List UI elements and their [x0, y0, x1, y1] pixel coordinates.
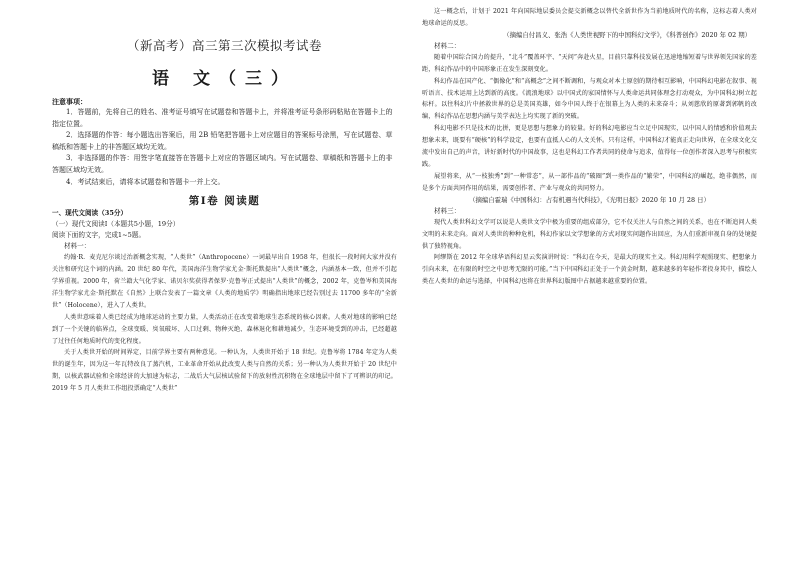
section-heading: 一、现代文阅读（35分） [52, 209, 128, 218]
section-subheading: （一）现代文阅读Ⅰ（本题共5小题，19分） [52, 220, 180, 229]
right-column [422, 0, 757, 288]
source-citation: （摘编自付昌义、张浩《人类世视野下的中国科幻文学》，《科普创作》2020 年 02 期） [503, 30, 751, 39]
reading-instruction: 阅读下面的文字，完成1~5题。 [52, 231, 146, 240]
left-column [52, 0, 397, 395]
article-paragraph: 人类世意味着人类已经成为地球运动的主要力量，人类活动正在改变着地球生态系统的核心因素。人类对地球的影响已经到了一个关键的临界点，全球变暖、臭氧破坏、人口过剩、物种灭绝、森林退化和耕地减少，生态环境受到的冲击，已经超越了过往任何地质时代的变化程度。 [52, 313, 397, 345]
material-label: 材料二： [434, 41, 461, 50]
article-paragraph: 现代人类世科幻文学可以说是人类世文学中极为重要的组成部分，它不仅关注人与自然之间的关系，也在不断追问人类文明的未来走向。面对人类世的种种危机，科幻作家以文学想象的方式对现实问题作出回应，为人们重新审视自身的处境提供了独特视角。 [422, 218, 757, 250]
exam-title: （新高考）高三第三次模拟考试卷 [126, 38, 322, 53]
notice-heading: 注意事项： [52, 97, 87, 106]
article-paragraph: 关于人类世开始的时间界定，目前学界主要有两种意见。一种认为，人类世开始于 18 世纪。克鲁岑将 1784 年定为人类世的诞生年，因为这一年瓦特改良了蒸汽机，工业革命开始从此改变人类与自然的关系；另一种认为人类世开始于 20 世纪中期，以核武器试验和全球经济的大加速为标志，二战后大气层核试验留下的放射性沉积物在全球地层中留下了可辨识的印记。2019 年 5 月人类世工作组投票确定“人类世” [52, 349, 397, 393]
article-paragraph: 约翰·R．麦克尼尔谈过治新概念实现，“人类世”（Anthropocene）一词最早出自 1958 年，但很长一段时间大家并没有关注和研究这个词的内涵。20 世纪 80 年代，美国海洋生物学家尤金·斯托默提出“人类世”概念，内涵基本一致，但并不引起学界重视。2000 年，荷兰籍大气化学家、诺贝尔奖获得者保罗·克鲁岑正式提出“人类世”的概念，2002 年，克鲁岑和美国海洋生物学家尤金·斯托默在《自然》上联合发表了一篇文章《人类的地质学》明确指出地球已经告别过去 11700 多年的“全新世”（Holocene），进入了人类世。 [52, 254, 397, 309]
article-paragraph: 随着中国综合国力的提升，“北斗”覆盖环宇、“天问”奔赴火星，目前只靠科技发展在迅速地缩短着与世界领先国家的差距，科幻作品中的中国形象正在发生深刻变化。 [422, 53, 757, 73]
article-paragraph: 科幻电影不只是技术的比拼，更是思想与想象力的较量。好的科幻电影应当立足中国现实，以中国人的情感和价值观去想象未来，既要有“硬核”的科学设定，也要有直抵人心的人文关怀。只有这样，中国科幻才能真正走向世界，在全球文化交流中发出自己的声音，讲好新时代的中国故事，这也是科幻工作者共同的使命与追求，值得每一位创作者深入思考与积极实践。 [422, 125, 757, 168]
article-paragraph: 这一概念后，计划于 2021 年向国际地层委员会提交新概念以替代全新世作为当前地质时代的名称，这标志着人类对地球命运的反思。 [422, 8, 757, 27]
article-paragraph: 阿缪斯在 2012 年全球华语科幻星云奖演讲时说：“科幻在今天，是最大的现实主义。科幻用科学观照现实、把想象力引向未来，在有限的时空之中思考无限的可能。”当下中国科幻正处于一个黄金时期，越来越多的年轻作者投身其中，描绘人类在人类世的命运与选择，中国科幻也将在世界科幻版图中占据越来越重要的位置。 [422, 254, 757, 286]
notice-item: 1．答题前，先将自己的姓名、准考证号填写在试题卷和答题卡上，并将准考证号条形码粘贴在答题卡上的指定位置。 [52, 108, 393, 128]
material-label: 材料三： [434, 206, 461, 215]
material-label: 材料一： [64, 242, 91, 251]
notice-item: 4．考试结束后，请将本试题卷和答题卡一并上交。 [66, 177, 225, 186]
article-paragraph: 科幻作品在国产化、“偶像化”和“高概念”之间不断调和，与观众对本土原创的期待相互影响，中国科幻电影在叙事、视听语言、技术运用上达到新的高度。《流浪地球》以中国式的家国情怀与人类命运共同体理念打动观众，为中国科幻树立起标杆。以往科幻片中拯救世界的总是美国英雄，如今中国人终于在银幕上为人类的未来奋斗；从刘慈欣的原著到郭帆的改编，科幻作品在思想内涵与美学表达上均实现了新的突破。 [422, 77, 757, 121]
part-title: 第Ⅰ卷 阅读题 [188, 195, 261, 208]
notice-item: 3．非选择题的作答：用签字笔直接答在答题卡上对应的答题区域内。写在试题卷、草稿纸和答题卡上的非答题区域均无效。 [52, 154, 393, 174]
source-citation: （摘编自霍瑞《中国科幻：占有机遇当代科技》，《光明日报》2020 年 10 月 28 日） [469, 195, 710, 204]
article-paragraph: 展望将来，从“一枝独秀”到“一种常态”，从一部作品的“破圈”到一类作品的“繁荣”，中国科幻的崛起，绝非偶然，而是多个方面共同作用的结果，需要创作者、产业与观众的共同努力。 [422, 172, 757, 192]
notice-item: 2．选择题的作答：每小题选出答案后，用 2B 铅笔把答题卡上对应题目的答案标号涂黑，写在试题卷、草稿纸和答题卡上的非答题区域均无效。 [52, 131, 393, 151]
subject-title: 语 文（三） [152, 69, 297, 89]
